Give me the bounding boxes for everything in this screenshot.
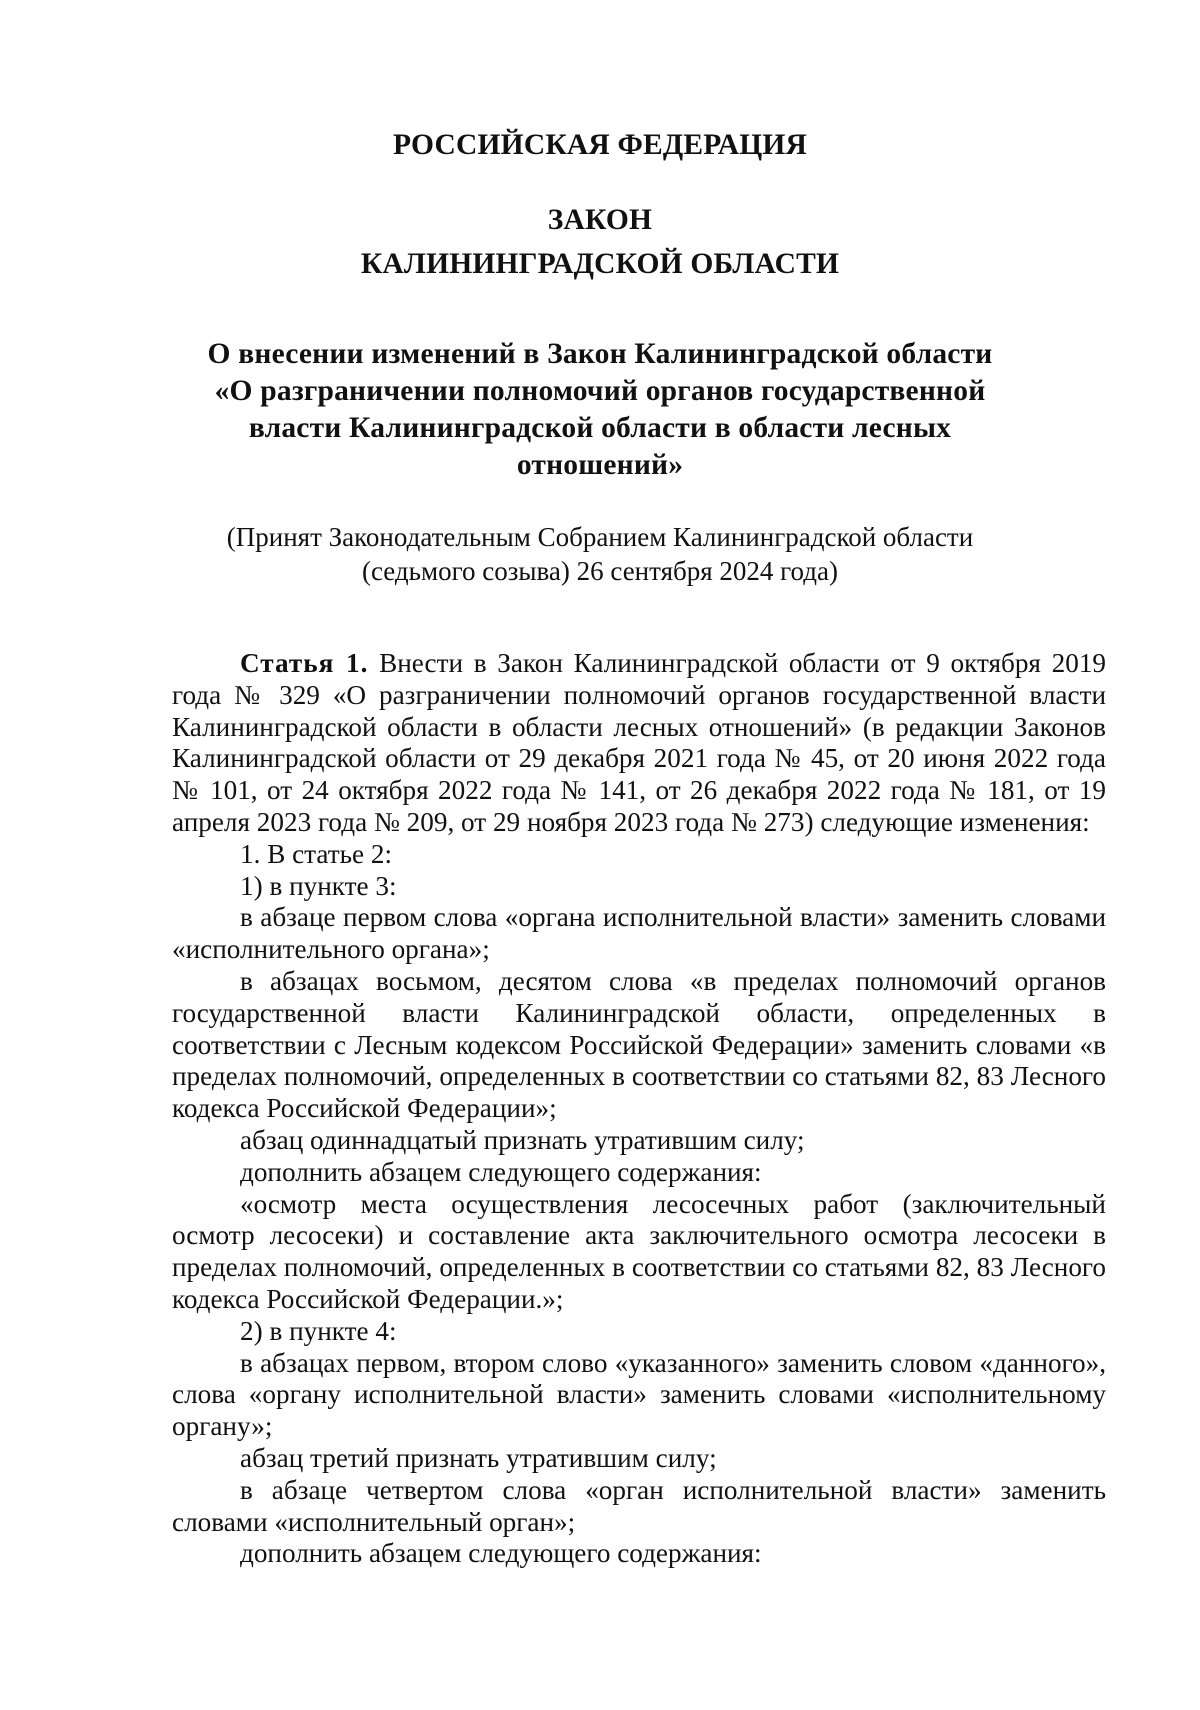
body-paragraph: 1) в пункте 3: xyxy=(240,870,397,901)
law-heading xyxy=(0,198,1200,286)
article-label: Статья 1. xyxy=(240,648,369,678)
adoption-line: (седьмого созыва) 26 сентября 2024 года) xyxy=(362,556,838,586)
article-1-paragraph xyxy=(172,648,1106,839)
body-paragraph: в абзаце первом слова «органа исполнительной власти» заменить словами «исполнительного органа»; xyxy=(172,902,1106,965)
adoption-line: (Принят Законодательным Собранием Калининградской области xyxy=(226,522,974,552)
adoption-note xyxy=(150,520,1050,588)
federation-heading: РОССИЙСКАЯ ФЕДЕРАЦИЯ xyxy=(392,129,808,161)
body-paragraph: дополнить абзацем следующего содержания: xyxy=(240,1538,762,1569)
body-paragraph: в абзацах восьмом, десятом слова «в пределах полномочий органов государственной власти Калининградской области, определенных в соответствии с Лесным кодексом Российской Федерации» заменить словами «в пределах полномочий, определенных в соответствии со статьями 82, 83 Лесного кодекса Российской Федерации»; xyxy=(172,965,1106,1124)
title-line: О внесении изменений в Закон Калининградской области xyxy=(207,338,993,370)
body-paragraph: «осмотр места осуществления лесосечных работ (заключительный осмотр лесосеки) и составление акта заключительного осмотра лесосеки в пределах полномочий, определенных в соответствии со статьями 82, 83 Лесного кодекса Российской Федерации.»; xyxy=(172,1188,1106,1314)
law-word: ЗАКОН xyxy=(547,204,653,236)
body-paragraph: 1. В статье 2: xyxy=(240,838,393,869)
body-paragraph: дополнить абзацем следующего содержания: xyxy=(240,1156,762,1187)
body-paragraph: абзац третий признать утратившим силу; xyxy=(240,1442,717,1473)
title-line: власти Калининградской области в области лесных xyxy=(248,412,952,444)
title-line: отношений» xyxy=(516,449,684,481)
title-line: «О разграничении полномочий органов государственной xyxy=(214,375,986,407)
law-title xyxy=(150,336,1050,484)
region-name: КАЛИНИНГРАДСКОЙ ОБЛАСТИ xyxy=(360,248,840,280)
article-text: Внести в Закон Калининградской области от 9 октября 2019 года № 329 «О разграничении полномочий органов государственной власти Калининградской области в области лесных отношений» (в редакции Законов Калининградской области от 29 декабря 2021 года № 45, от 20 июня 2022 года № 101, от 24 октября 2022 года № 141, от 26 декабря 2022 года № 181, от 19 апреля 2023 года № 209, от 29 ноября 2023 года № 273) следующие изменения: xyxy=(172,648,1107,837)
body-paragraph: в абзацах первом, втором слово «указанного» заменить словом «данного», слова «органу исполнительной власти» заменить словами «исполнительному органу»; xyxy=(172,1347,1106,1442)
body-paragraph: в абзаце четвертом слова «орган исполнительной власти» заменить словами «исполнительный орган»; xyxy=(172,1474,1106,1537)
law-body xyxy=(172,648,1106,1570)
body-paragraph: 2) в пункте 4: xyxy=(240,1315,397,1346)
body-paragraph: абзац одиннадцатый признать утратившим силу; xyxy=(240,1124,805,1155)
